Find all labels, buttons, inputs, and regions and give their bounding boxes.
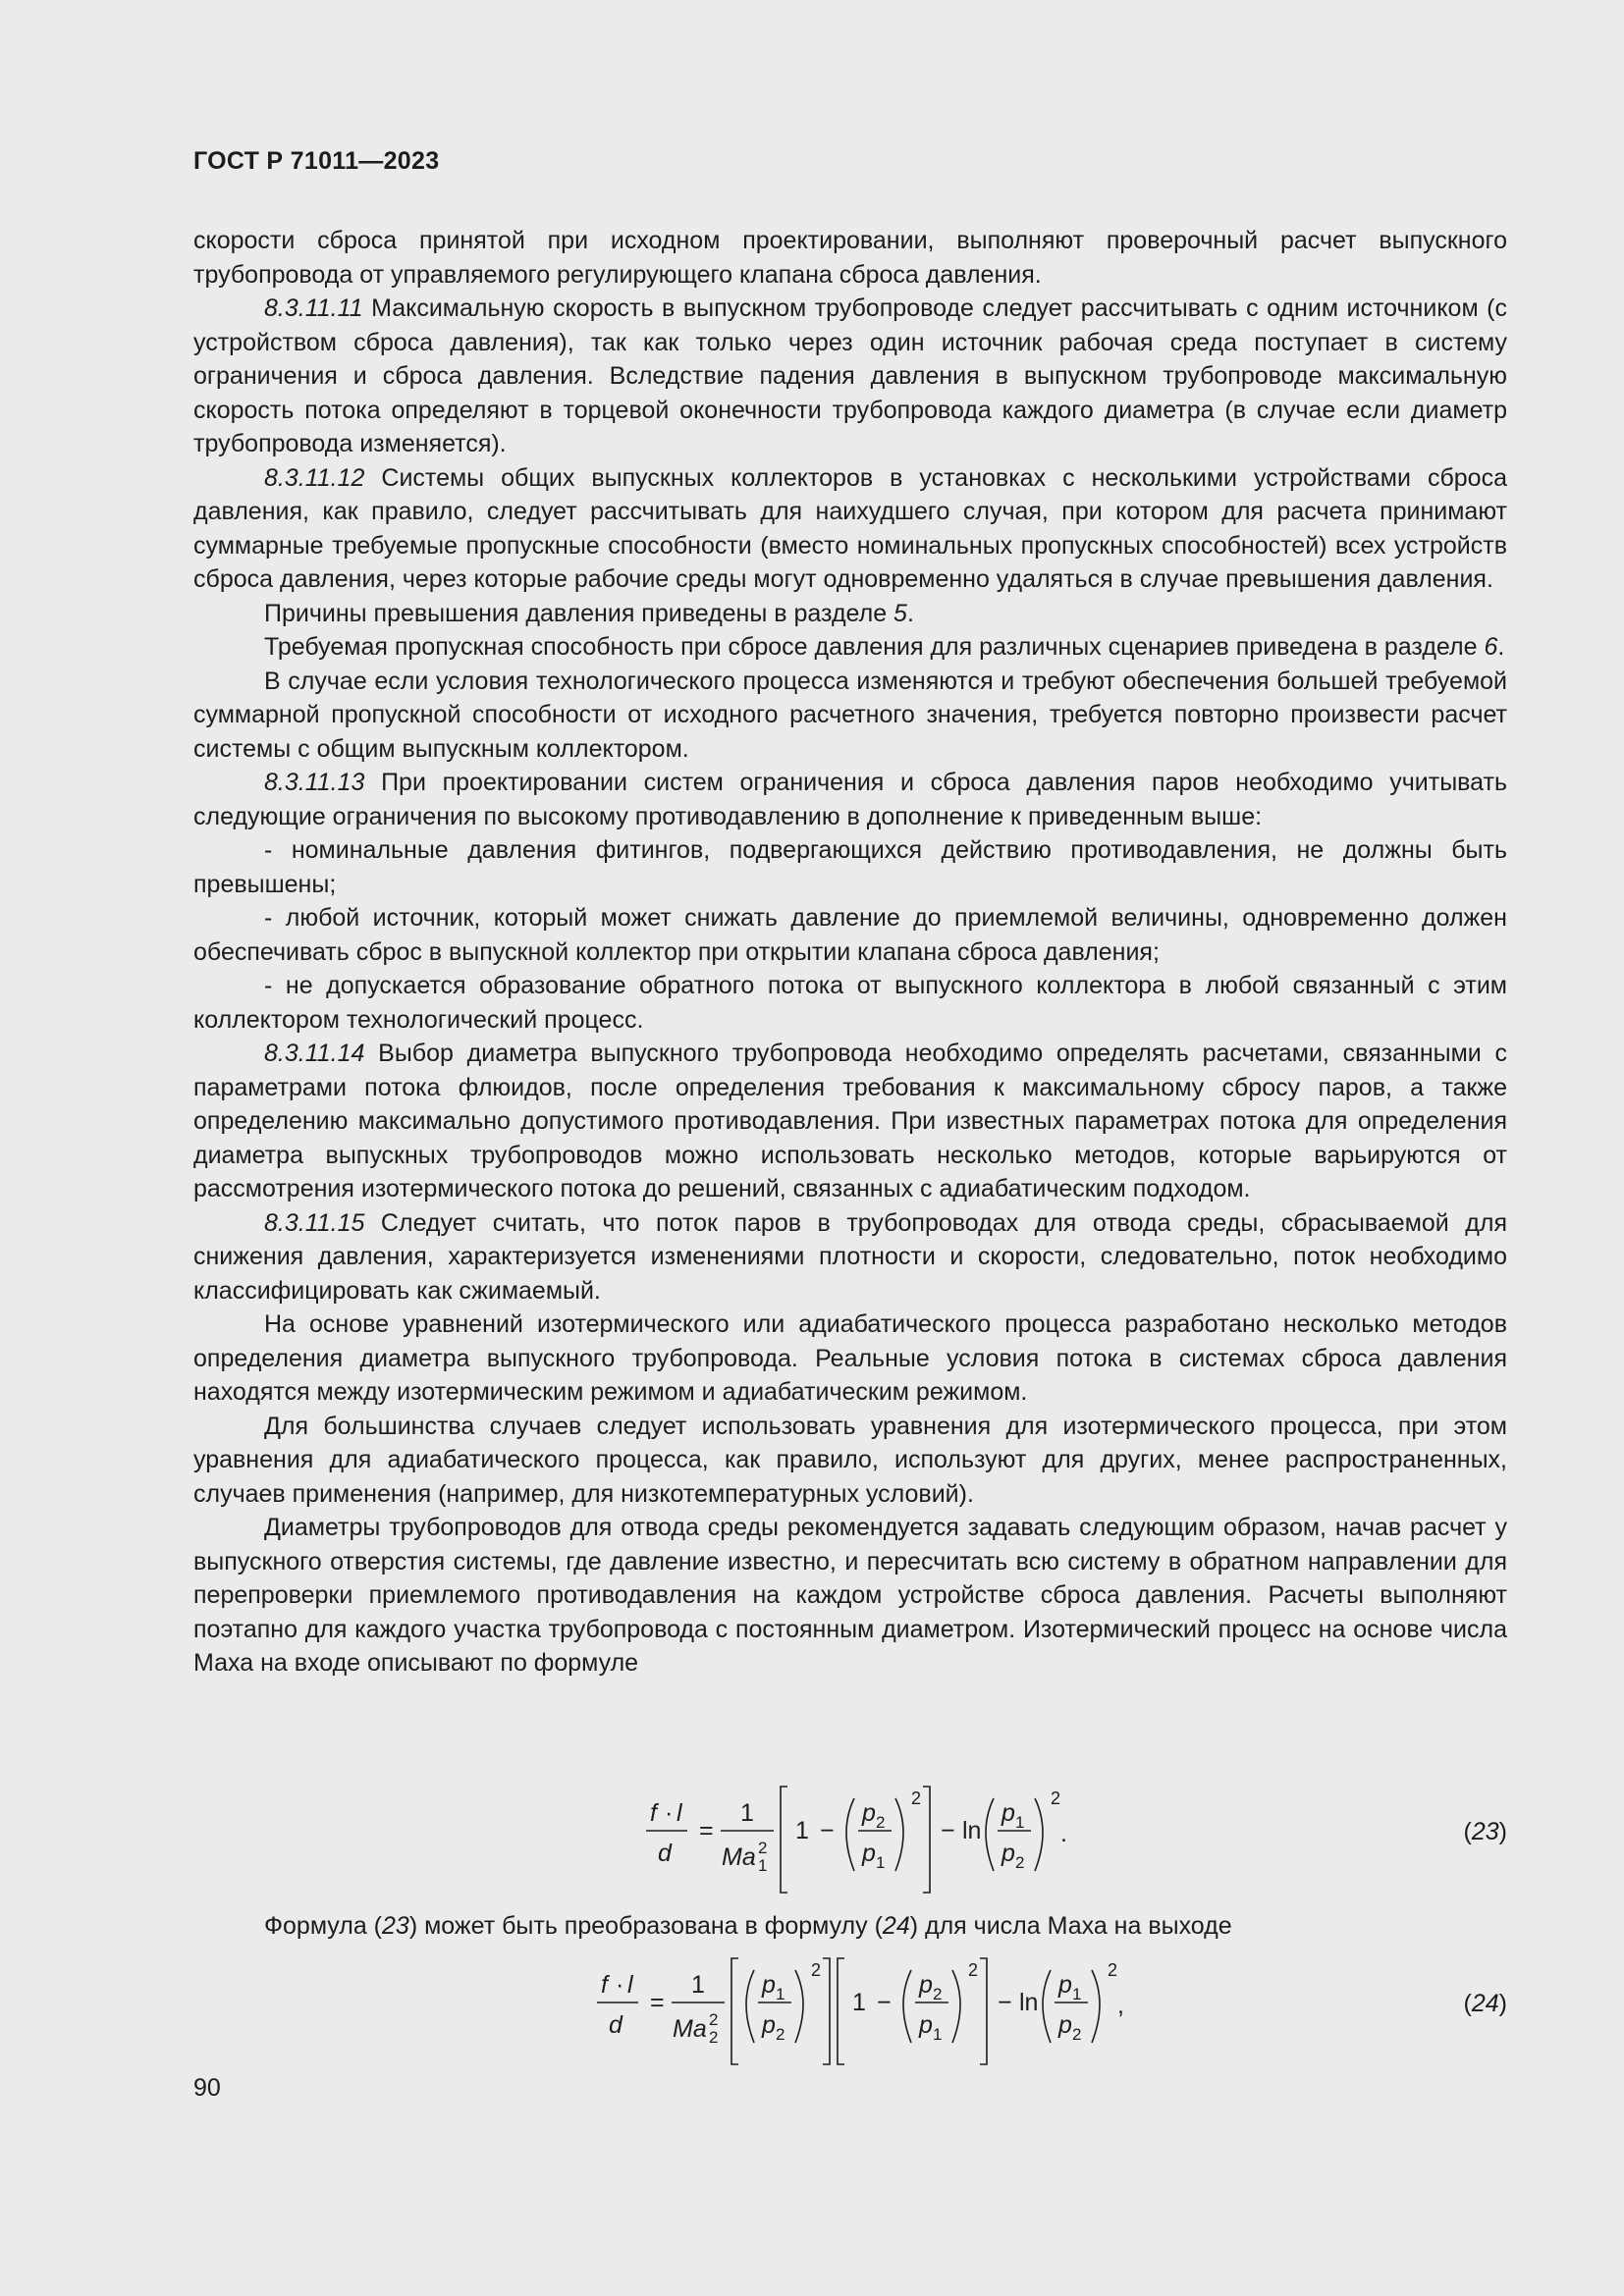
formula-symbol: d	[658, 1840, 672, 1867]
paragraph-text: Диаметры трубопроводов для отвода среды рекомендуется задавать следующим образом, начав расчет у выпускного отверстия системы, где давление известно, и пересчитать всю систему в обратном направлении для перепроверки приемлемого противодавления на каждом устройстве сброса давления. Расчеты выполняют поэтапно для каждого участка трубопровода с постоянным диаметром. Изотермический процесс на основе числа Маха на входе описывают по формуле	[193, 1514, 1507, 1677]
formula-symbol: ln	[1019, 1989, 1039, 2016]
document-header: ГОСТ Р 71011—2023	[193, 147, 440, 175]
paragraph	[193, 1410, 1507, 1512]
formula-symbol: 1	[691, 1971, 705, 1999]
formula-symbol: ,	[1117, 1992, 1124, 2019]
paragraph-text: - номинальные давления фитингов, подвергающихся действию противодавления, не должны быть превышены;	[193, 836, 1507, 898]
formula-symbol: −	[820, 1817, 835, 1844]
formula-superscript: 2	[1108, 1960, 1118, 1980]
paragraph	[193, 1206, 1507, 1308]
formula-superscript: 2	[1051, 1789, 1061, 1808]
formula-symbol: Ma	[673, 2015, 707, 2043]
clause-number: 8.3.11.15	[264, 1208, 365, 1237]
formula-subscript: 2	[776, 2025, 785, 2044]
page-number: 90	[193, 2074, 221, 2102]
formula-symbol: l	[627, 1971, 633, 1999]
bracket-right	[923, 1787, 930, 1893]
section-ref: 5	[893, 599, 907, 627]
formula-superscript: 2	[968, 1960, 979, 1980]
paragraph-text: Максимальную скорость в выпускном трубопроводе следует рассчитывать с одним источником (с устройством сброса давления), так как только через один источник рабочая среда поступает в систему ограничения и сброса давления. Вследствие падения давления в выпускном трубопроводе максимальную скорость потока определяют в торцевой оконечности трубопровода каждого диаметра (в случае если диаметр трубопровода изменяется).	[193, 294, 1507, 457]
transition-text: ) может быть преобразована в формулу (	[408, 1912, 883, 1940]
paragraph-text: Выбор диаметра выпускного трубопровода необходимо определять расчетами, связанными с параметрами потока флюидов, после определения требования к максимальному сбросу паров, а также определению максимально допустимого противодавления. При известных параметрах потока для определения диаметра выпускных трубопроводов можно использовать несколько методов, которые варьируются от рассмотрения изотермического потока до решений, связанных с адиабатическим подходом.	[193, 1040, 1507, 1202]
formula-23	[193, 1777, 1507, 1904]
paragraph-text: Системы общих выпускных коллекторов в установках с несколькими устройствами сброса давления, как правило, следует рассчитывать для наихудшего случая, при котором для расчета принимают суммарные требуемые пропускные способности (вместо номинальных пропускных способностей) всех устройств сброса давления, через которые рабочие среды могут одновременно удаляться в случае превышения давления.	[193, 463, 1507, 593]
formula-symbol: p	[1058, 2011, 1072, 2039]
formula-number: (24)	[1463, 1990, 1507, 2017]
formula-symbol: f	[650, 1799, 657, 1827]
paren-right	[952, 1970, 960, 2043]
paren-left	[1043, 1970, 1051, 2043]
paragraph	[193, 1511, 1507, 1681]
paren-left	[846, 1798, 854, 1871]
formula-24-expression	[591, 1949, 1327, 2076]
paragraph-tail: .	[1497, 633, 1505, 661]
formula-symbol: −	[877, 1989, 892, 2016]
formula-symbol: p	[862, 1799, 876, 1827]
formula-superscript: 2	[758, 1839, 768, 1857]
formula-symbol: p	[1058, 1971, 1072, 1999]
formula-symbol: p	[762, 1971, 776, 1999]
formula-superscript: 2	[709, 2010, 719, 2029]
bracket-left	[838, 1958, 844, 2064]
formula-subscript: 1	[1015, 1813, 1025, 1832]
paragraph-tail: .	[906, 599, 914, 627]
paragraph-text: При проектировании систем ограничения и сброса давления паров необходимо учитывать следующие ограничения по высокому противодавлению в дополнение к приведенным выше:	[193, 769, 1507, 830]
clause-number: 8.3.11.11	[264, 294, 363, 322]
formula-symbol: d	[609, 2011, 623, 2039]
formula-symbol: p	[919, 1971, 933, 1999]
formula-number-value: 23	[1471, 1818, 1499, 1845]
formula-symbol: 1	[852, 1989, 866, 2016]
formula-subscript: 2	[709, 2028, 719, 2047]
formula-number-value: 24	[1471, 1990, 1499, 2017]
paragraph-text: - любой источник, который может снижать давление до приемлемой величины, одновременно должен обеспечивать сброс в выпускной коллектор при открытии клапана сброса давления;	[193, 904, 1507, 966]
paragraph-text: Причины превышения давления приведены в разделе	[264, 599, 894, 627]
formula-symbol: ·	[616, 1971, 624, 1999]
formula-subscript: 2	[1015, 1853, 1025, 1872]
paren-left	[903, 1970, 911, 2043]
formula-symbol: ·	[665, 1799, 674, 1827]
clause-number: 8.3.11.12	[264, 463, 365, 492]
formula-subscript: 2	[1072, 2025, 1082, 2044]
paragraph	[193, 597, 1507, 631]
formula-symbol: 1	[795, 1817, 809, 1844]
paren-right	[795, 1970, 803, 2043]
paragraph-text: Для большинства случаев следует использовать уравнения для изотермического процесса, при этом уравнения для адиабатического процесса, как правило, используют для других, менее распространенных, случаев применения (например, для низкотемпературных условий).	[193, 1412, 1507, 1508]
paragraph	[193, 630, 1507, 665]
list-item	[193, 833, 1507, 901]
formula-symbol: ln	[962, 1817, 982, 1844]
formula-subscript: 1	[776, 1985, 785, 2003]
clause-number: 8.3.11.13	[264, 769, 365, 796]
bracket-right	[980, 1958, 987, 2064]
list-item	[193, 969, 1507, 1037]
section-ref: 6	[1484, 633, 1498, 661]
formula-subscript: 2	[933, 1985, 943, 2003]
formula-superscript: 2	[811, 1960, 822, 1980]
paragraph	[193, 461, 1507, 597]
formula-superscript: 2	[911, 1789, 922, 1808]
paren-right	[1092, 1970, 1100, 2043]
formula-23-expression	[640, 1777, 1278, 1904]
formula-24	[193, 1949, 1507, 2076]
paragraph-text: На основе уравнений изотермического или адиабатического процесса разработано несколько методов определения диаметра выпускного трубопровода. Реальные условия потока в системах сброса давления находятся между изотермическим режимом и адиабатическим режимом.	[193, 1310, 1507, 1406]
paragraph-text: скорости сброса принятой при исходном проектировании, выполняют проверочный расчет выпускного трубопровода от управляемого регулирующего клапана сброса давления.	[193, 227, 1507, 289]
list-item	[193, 901, 1507, 969]
formula-symbol: p	[919, 2011, 933, 2039]
paragraph	[193, 1037, 1507, 1206]
formula-number: (23)	[1463, 1818, 1507, 1845]
formula-subscript: 1	[933, 2025, 943, 2044]
bracket-right	[823, 1958, 830, 2064]
formula-symbol: .	[1060, 1820, 1067, 1847]
paragraph	[193, 292, 1507, 461]
paren-left	[746, 1970, 754, 2043]
paragraph-text: Требуемая пропускная способность при сбросе давления для различных сценариев приведена в разделе	[264, 633, 1485, 661]
paragraph-text: - не допускается образование обратного потока от выпускного коллектора в любой связанный с этим коллектором технологический процесс.	[193, 972, 1507, 1034]
formula-symbol: f	[601, 1971, 608, 1999]
formula-transition-text	[264, 1909, 1232, 1943]
formula-symbol: 1	[740, 1799, 754, 1827]
paren-right	[1035, 1798, 1043, 1871]
paragraph-text: В случае если условия технологического процесса изменяются и требуют обеспечения большей требуемой суммарной пропускной способности от исходного расчетного значения, требуется повторно произвести расчет системы с общим выпускным коллектором.	[193, 667, 1507, 763]
formula-symbol: p	[1001, 1799, 1015, 1827]
paragraph	[193, 1308, 1507, 1410]
paren-left	[986, 1798, 994, 1871]
transition-text: ) для числа Маха на выходе	[909, 1912, 1232, 1940]
formula-ref: 23	[382, 1912, 409, 1940]
formula-subscript: 2	[876, 1813, 886, 1832]
formula-symbol: Ma	[722, 1843, 756, 1871]
formula-subscript: 1	[876, 1853, 886, 1872]
paragraph	[193, 665, 1507, 767]
paren-right	[895, 1798, 903, 1871]
formula-symbol: =	[699, 1817, 714, 1844]
formula-subscript: 1	[758, 1856, 768, 1875]
formula-subscript: 1	[1072, 1985, 1082, 2003]
formula-symbol: p	[1001, 1840, 1015, 1867]
formula-symbol: −	[998, 1989, 1012, 2016]
paragraph	[193, 766, 1507, 833]
body-text	[193, 224, 1507, 1681]
paragraph-text: Следует считать, что поток паров в трубопроводах для отвода среды, сбрасываемой для снижения давления, характеризуется изменениями плотности и скорости, следовательно, поток необходимо классифицировать как сжимаемый.	[193, 1208, 1507, 1305]
formula-symbol: l	[677, 1799, 682, 1827]
formula-symbol: =	[650, 1989, 665, 2016]
transition-text: Формула (	[264, 1912, 382, 1940]
bracket-left	[731, 1958, 738, 2064]
clause-number: 8.3.11.14	[264, 1040, 365, 1067]
formula-symbol: −	[941, 1817, 955, 1844]
formula-symbol: p	[762, 2011, 776, 2039]
formula-ref: 24	[882, 1912, 910, 1940]
paragraph	[193, 224, 1507, 292]
formula-symbol: p	[862, 1840, 876, 1867]
bracket-left	[781, 1787, 787, 1893]
